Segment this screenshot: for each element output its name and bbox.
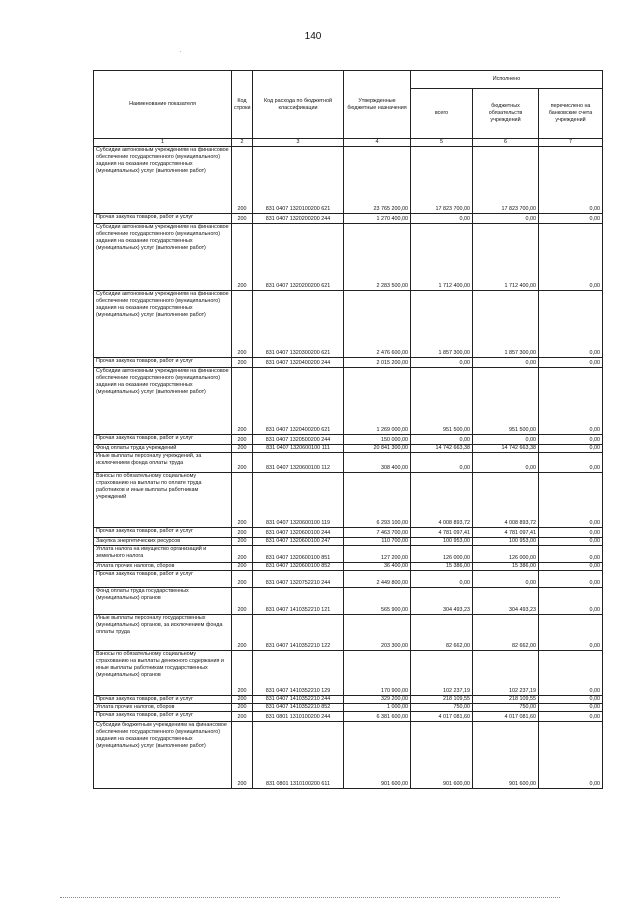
table-row [94,721,603,788]
row-approved: 6 381 600,00 [344,711,411,721]
row-line-code: 200 [232,545,253,562]
row-executed-total: 901 600,00 [411,721,473,788]
header-total: всего [411,89,473,139]
row-executed-obligations: 1 857 300,00 [473,290,539,357]
row-executed-obligations: 4 017 081,60 [473,711,539,721]
row-executed-total: 102 237,19 [411,650,473,695]
table-row [94,367,603,434]
row-line-code: 200 [232,146,253,213]
table-row [94,711,603,721]
row-executed-obligations: 0,00 [473,570,539,587]
row-line-code: 200 [232,711,253,721]
column-number: 1 [94,139,232,147]
row-executed-obligations: 0,00 [473,434,539,444]
row-executed-total: 750,00 [411,703,473,711]
row-name: Уплата прочих налогов, сборов [94,562,232,570]
row-executed-obligations: 0,00 [473,213,539,223]
row-line-code: 200 [232,472,253,527]
row-transferred: 0,00 [539,562,603,570]
row-executed-obligations: 100 953,00 [473,537,539,545]
row-name: Прочая закупка товаров, работ и услуг [94,434,232,444]
row-line-code: 200 [232,213,253,223]
column-number: 7 [539,139,603,147]
row-transferred: 0,00 [539,703,603,711]
row-executed-obligations: 14 742 663,38 [473,444,539,452]
row-name: Прочая закупка товаров, работ и услуг [94,695,232,703]
row-approved: 6 293 100,00 [344,472,411,527]
row-approved: 1 269 000,00 [344,367,411,434]
row-approved: 2 449 800,00 [344,570,411,587]
table-row [94,537,603,545]
column-number: 4 [344,139,411,147]
row-budget-code: 831 0407 1320200200 244 [253,213,344,223]
row-approved: 150 000,00 [344,434,411,444]
row-line-code: 200 [232,587,253,614]
row-name: Прочая закупка товаров, работ и услуг [94,357,232,367]
table-row [94,452,603,472]
row-name: Уплата налога на имущество организаций и земельного налога [94,545,232,562]
row-approved: 23 765 200,00 [344,146,411,213]
row-budget-code: 831 0407 1410352210 121 [253,587,344,614]
row-approved: 20 841 300,00 [344,444,411,452]
row-budget-code: 831 0407 1320100200 621 [253,146,344,213]
row-transferred: 0,00 [539,223,603,290]
row-name: Фонд оплаты труда государственных (муниципальных) органов [94,587,232,614]
scan-edge [60,897,560,899]
table-row [94,472,603,527]
row-approved: 170 900,00 [344,650,411,695]
row-executed-total: 304 493,23 [411,587,473,614]
header-budget-obligations: бюджетных обязательств учреждений [473,89,539,139]
row-executed-obligations: 951 500,00 [473,367,539,434]
row-line-code: 200 [232,434,253,444]
row-transferred: 0,00 [539,614,603,650]
row-transferred: 0,00 [539,452,603,472]
column-number: 5 [411,139,473,147]
row-transferred: 0,00 [539,146,603,213]
row-name: Иные выплаты персоналу государственных (муниципальных) органов, за исключением фонда оплаты труда [94,614,232,650]
header-transferred: перечислено на банковские счета учреждений [539,89,603,139]
row-executed-total: 4 781 097,41 [411,527,473,537]
table-row [94,703,603,711]
header-budget-code: Код расхода по бюджетной классификации [253,71,344,139]
row-transferred: 0,00 [539,213,603,223]
header-line-code: Код строки [232,71,253,139]
row-approved: 2 015 200,00 [344,357,411,367]
row-line-code: 200 [232,527,253,537]
row-name: Субсидии автономным учреждениям на финансовое обеспечение государственного (муниципального) задания на оказание государственных (муниципальных) услуг (выполнение работ) [94,223,232,290]
row-executed-total: 82 662,00 [411,614,473,650]
table-row [94,146,603,213]
row-budget-code: 831 0801 1310100200 244 [253,711,344,721]
row-executed-obligations: 15 386,00 [473,562,539,570]
column-number: 6 [473,139,539,147]
row-budget-code: 831 0407 1320400200 244 [253,357,344,367]
row-executed-obligations: 1 712 400,00 [473,223,539,290]
row-executed-total: 0,00 [411,452,473,472]
row-line-code: 200 [232,444,253,452]
row-executed-total: 14 742 663,38 [411,444,473,452]
row-budget-code: 831 0407 1410352210 852 [253,703,344,711]
row-line-code: 200 [232,367,253,434]
row-transferred: 0,00 [539,545,603,562]
row-line-code: 200 [232,703,253,711]
row-name: Субсидии автономным учреждениям на финансовое обеспечение государственного (муниципального) задания на оказание государственных (муниципальных) услуг (выполнение работ) [94,367,232,434]
row-approved: 901 600,00 [344,721,411,788]
row-budget-code: 831 0407 1320400200 621 [253,367,344,434]
row-name: Прочая закупка товаров, работ и услуг [94,570,232,587]
row-line-code: 200 [232,721,253,788]
row-budget-code: 831 0407 1320500200 244 [253,434,344,444]
table-row [94,434,603,444]
table-row [94,444,603,452]
row-line-code: 200 [232,650,253,695]
row-approved: 2 476 600,00 [344,290,411,357]
row-name: Субсидии автономным учреждениям на финансовое обеспечение государственного (муниципального) задания на оказание государственных (муниципальных) услуг (выполнение работ) [94,290,232,357]
row-transferred: 0,00 [539,472,603,527]
row-name: Иные выплаты персоналу учреждений, за исключением фонда оплаты труда [94,452,232,472]
row-executed-total: 0,00 [411,213,473,223]
row-approved: 1 270 400,00 [344,213,411,223]
row-approved: 7 463 700,00 [344,527,411,537]
row-name: Прочая закупка товаров, работ и услуг [94,213,232,223]
row-executed-obligations: 82 662,00 [473,614,539,650]
row-transferred: 0,00 [539,587,603,614]
row-transferred: 0,00 [539,570,603,587]
row-transferred: 0,00 [539,721,603,788]
row-approved: 203 300,00 [344,614,411,650]
row-executed-obligations: 304 493,23 [473,587,539,614]
row-name: Субсидии автономным учреждениям на финансовое обеспечение государственного (муниципального) задания на оказание государственных (муниципальных) услуг (выполнение работ) [94,146,232,213]
table-row [94,527,603,537]
row-approved: 2 283 500,00 [344,223,411,290]
row-executed-total: 17 823 700,00 [411,146,473,213]
row-approved: 127 200,00 [344,545,411,562]
row-line-code: 200 [232,695,253,703]
row-budget-code: 831 0407 1320300200 621 [253,290,344,357]
row-executed-total: 1 857 300,00 [411,290,473,357]
row-executed-obligations: 750,00 [473,703,539,711]
row-executed-total: 951 500,00 [411,367,473,434]
row-name: Взносы по обязательному социальному страхованию на выплаты денежного содержания и иные выплаты работникам государственных (муниципальных) органов [94,650,232,695]
row-name: Субсидии бюджетным учреждениям на финансовое обеспечение государственного (муниципального) задания на оказание государственных (муниципальных) услуг (выполнение работ) [94,721,232,788]
row-executed-obligations: 0,00 [473,452,539,472]
row-executed-total: 15 386,00 [411,562,473,570]
row-name: Фонд оплаты труда учреждений [94,444,232,452]
row-executed-obligations: 4 781 097,41 [473,527,539,537]
header-executed: Исполнено [411,71,603,89]
table-row [94,562,603,570]
row-name: Уплата прочих налогов, сборов [94,703,232,711]
page-number: 140 [304,31,322,42]
header-name: Наименование показателя [94,71,232,139]
row-executed-total: 100 953,00 [411,537,473,545]
row-line-code: 200 [232,614,253,650]
row-executed-total: 126 000,00 [411,545,473,562]
row-budget-code: 831 0407 1410352210 244 [253,695,344,703]
row-executed-obligations: 102 237,19 [473,650,539,695]
row-line-code: 200 [232,570,253,587]
row-transferred: 0,00 [539,537,603,545]
row-approved: 308 400,00 [344,452,411,472]
row-budget-code: 831 0407 1320600100 119 [253,472,344,527]
row-transferred: 0,00 [539,527,603,537]
row-budget-code: 831 0407 1320600100 852 [253,562,344,570]
header-approved: Утвержденные бюджетные назначения [344,71,411,139]
row-executed-total: 1 712 400,00 [411,223,473,290]
row-line-code: 200 [232,223,253,290]
table-row [94,213,603,223]
table-row [94,587,603,614]
row-budget-code: 831 0407 1320600100 111 [253,444,344,452]
row-line-code: 200 [232,537,253,545]
table-row [94,545,603,562]
row-budget-code: 831 0407 1410352210 122 [253,614,344,650]
table-row [94,223,603,290]
row-executed-obligations: 126 000,00 [473,545,539,562]
row-approved: 110 700,00 [344,537,411,545]
row-executed-obligations: 218 109,55 [473,695,539,703]
table-row [94,290,603,357]
row-name: Взносы по обязательному социальному страхованию на выплаты по оплате труда работников и иные выплаты работникам учреждений [94,472,232,527]
row-budget-code: 831 0407 1320600100 247 [253,537,344,545]
budget-execution-table [93,70,603,789]
scan-dot: . [180,48,182,54]
row-transferred: 0,00 [539,357,603,367]
row-transferred: 0,00 [539,367,603,434]
row-name: Закупка энергетических ресурсов [94,537,232,545]
row-executed-total: 0,00 [411,570,473,587]
table-row [94,695,603,703]
row-transferred: 0,00 [539,290,603,357]
table-row [94,570,603,587]
table-row [94,357,603,367]
row-executed-total: 4 008 893,72 [411,472,473,527]
row-executed-total: 0,00 [411,434,473,444]
row-line-code: 200 [232,290,253,357]
row-transferred: 0,00 [539,711,603,721]
row-executed-obligations: 17 823 700,00 [473,146,539,213]
table-row [94,614,603,650]
row-budget-code: 831 0407 1320600100 851 [253,545,344,562]
column-number: 2 [232,139,253,147]
row-budget-code: 831 0801 1310100200 611 [253,721,344,788]
row-budget-code: 831 0407 1320200200 621 [253,223,344,290]
row-approved: 329 200,00 [344,695,411,703]
row-budget-code: 831 0407 1410352210 129 [253,650,344,695]
row-executed-total: 4 017 081,60 [411,711,473,721]
table-row [94,650,603,695]
row-name: Прочая закупка товаров, работ и услуг [94,527,232,537]
row-approved: 565 900,00 [344,587,411,614]
row-line-code: 200 [232,452,253,472]
row-transferred: 0,00 [539,434,603,444]
row-executed-total: 0,00 [411,357,473,367]
row-executed-total: 218 109,55 [411,695,473,703]
row-executed-obligations: 901 600,00 [473,721,539,788]
row-executed-obligations: 0,00 [473,357,539,367]
row-transferred: 0,00 [539,695,603,703]
row-executed-obligations: 4 008 893,72 [473,472,539,527]
row-line-code: 200 [232,562,253,570]
row-approved: 1 000,00 [344,703,411,711]
row-transferred: 0,00 [539,650,603,695]
row-line-code: 200 [232,357,253,367]
row-transferred: 0,00 [539,444,603,452]
row-budget-code: 831 0407 1320600100 244 [253,527,344,537]
row-budget-code: 831 0407 1320600100 112 [253,452,344,472]
row-approved: 36 400,00 [344,562,411,570]
row-budget-code: 831 0407 1320752210 244 [253,570,344,587]
column-number: 3 [253,139,344,147]
row-name: Прочая закупка товаров, работ и услуг [94,711,232,721]
